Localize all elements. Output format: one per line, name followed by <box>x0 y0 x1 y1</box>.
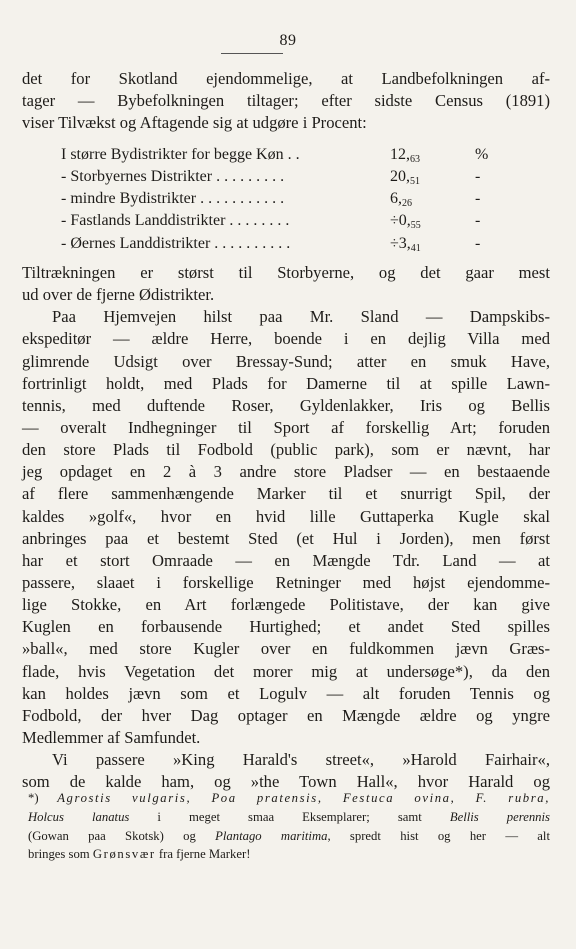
text-line: viser Tilvækst og Aftagende sig at udgøre i Procent: <box>22 113 367 133</box>
table-row <box>61 235 481 257</box>
text-line: lige Stokke, en Art forlængede Politistave, der kan give <box>22 595 550 615</box>
text-line: Kuglen en forbausende Hurtighed; et andet Sted spilles <box>22 617 550 637</box>
footnote-marker: *) <box>28 791 39 805</box>
footnote <box>28 789 550 864</box>
table-row-value: $\div 0,_{55}$ <box>390 212 421 232</box>
text-line: anbringes paa et bestemt Sted (et Hul i Jorden), men først <box>22 528 550 548</box>
table-row-value: $\div 3,_{41}$ <box>390 234 421 254</box>
text-line: »ball«, med store Kugler over en fuldkommen jævn Græs- <box>22 639 550 659</box>
text-line: kan holdes jævn som et Logulv — alt foruden Tennis og <box>22 683 550 703</box>
table-row-label: - Øernes Landdistrikter . . . . . . . . . . <box>61 234 291 252</box>
text-line: fortrinligt holdt, med Plads for Damerne til at spille Lawn- <box>22 373 550 393</box>
text-line: det for Skotland ejendommelige, at Landbefolkningen af- <box>22 69 550 88</box>
footnote-line: bringes som Grønsvær fra fjerne Marker! <box>28 847 251 862</box>
table-row-value: $6,_{26}$ <box>390 190 412 210</box>
page-number: 89 <box>279 32 297 49</box>
text-line: Medlemmer af Samfundet. <box>22 727 201 747</box>
table-row-value: $12,_{63}$ <box>390 146 420 165</box>
body-text <box>22 68 550 134</box>
text-line: som de kalde ham, og »the Town Hall«, hvor Harald og <box>22 772 550 792</box>
text-line: den store Plads til Fodbold (public park), som er nævnt, har <box>22 440 550 460</box>
footnote-line: (Gowan paa Skotsk) og Plantago maritima, spredt hist og her — alt <box>28 828 550 843</box>
text-line: tennis, med duftende Roser, Gyldenlakker, Iris og Bellis <box>22 395 550 415</box>
text-line: ud over de fjerne Ødistrikter. <box>22 285 215 305</box>
table-row-unit: - <box>475 190 481 208</box>
text-line: tager — Bybefolkningen tiltager; efter sidste Census (1891) <box>22 91 550 111</box>
table-row-label: - Fastlands Landdistrikter . . . . . . . . <box>61 212 290 230</box>
text-line: har et stort Omraade — en Mængde Tdr. Land — at <box>22 550 550 570</box>
table-row <box>61 168 481 190</box>
table-row <box>61 190 481 212</box>
table-row-label: - Storbyernes Distrikter . . . . . . . . . <box>61 168 285 186</box>
text-line: glimrende Udsigt over Bressay-Sund; atter en smuk Have, <box>22 351 550 371</box>
text-line: passere, slaaet i forskellige Retninger med højst ejendomme- <box>22 572 550 592</box>
text-line: flade, hvis Vegetation det morer mig at undersøge*), da den <box>22 661 550 681</box>
text-line: Paa Hjemvejen hilst paa Mr. Sland — Dampskibs- <box>52 307 550 327</box>
text-line: — overalt Indhegninger til Sport af forskellig Art; foruden <box>22 417 550 437</box>
text-line: kaldes »golf«, hvor en hvid lille Guttaperka Kugle skal <box>22 506 550 526</box>
table-row-label: I større Bydistrikter for begge Køn . . <box>61 146 300 163</box>
table-row-label: - mindre Bydistrikter . . . . . . . . . . . <box>61 190 285 208</box>
table-row-unit: - <box>475 168 481 186</box>
text-line: Tiltrækningen er størst til Storbyerne, og det gaar mest <box>22 263 550 282</box>
text-line: Fodbold, der hver Dag optager en Mængde ældre og yngre <box>22 705 550 725</box>
text-line: af flere sammenhængende Marker til et snurrigt Spil, der <box>22 484 550 504</box>
text-line: ekspeditør — ældre Herre, boende i en dejlig Villa med <box>22 329 550 349</box>
table-row-value: $20,_{51}$ <box>390 168 420 188</box>
table-row <box>61 146 489 168</box>
text-line: Vi passere »King Harald's street«, »Harold Fairhair«, <box>52 750 550 770</box>
table-row-unit: % <box>475 146 489 163</box>
percentage-table <box>61 146 489 257</box>
table-row-unit: - <box>475 212 481 230</box>
footnote-line: *) Agrostis vulgaris, Poa pratensis, Festuca ovina, F. rubra, <box>28 791 550 805</box>
table-row <box>61 212 481 234</box>
text-line: jeg opdaget en 2 à 3 andre store Pladser — en bestaaende <box>22 462 550 482</box>
footnote-line: Holcus lanatus i meget smaa Eksemplarer; samt Bellis perennis <box>28 809 550 824</box>
page-number-rule <box>221 53 283 54</box>
table-row-unit: - <box>475 234 481 252</box>
body-text-main <box>22 262 550 793</box>
